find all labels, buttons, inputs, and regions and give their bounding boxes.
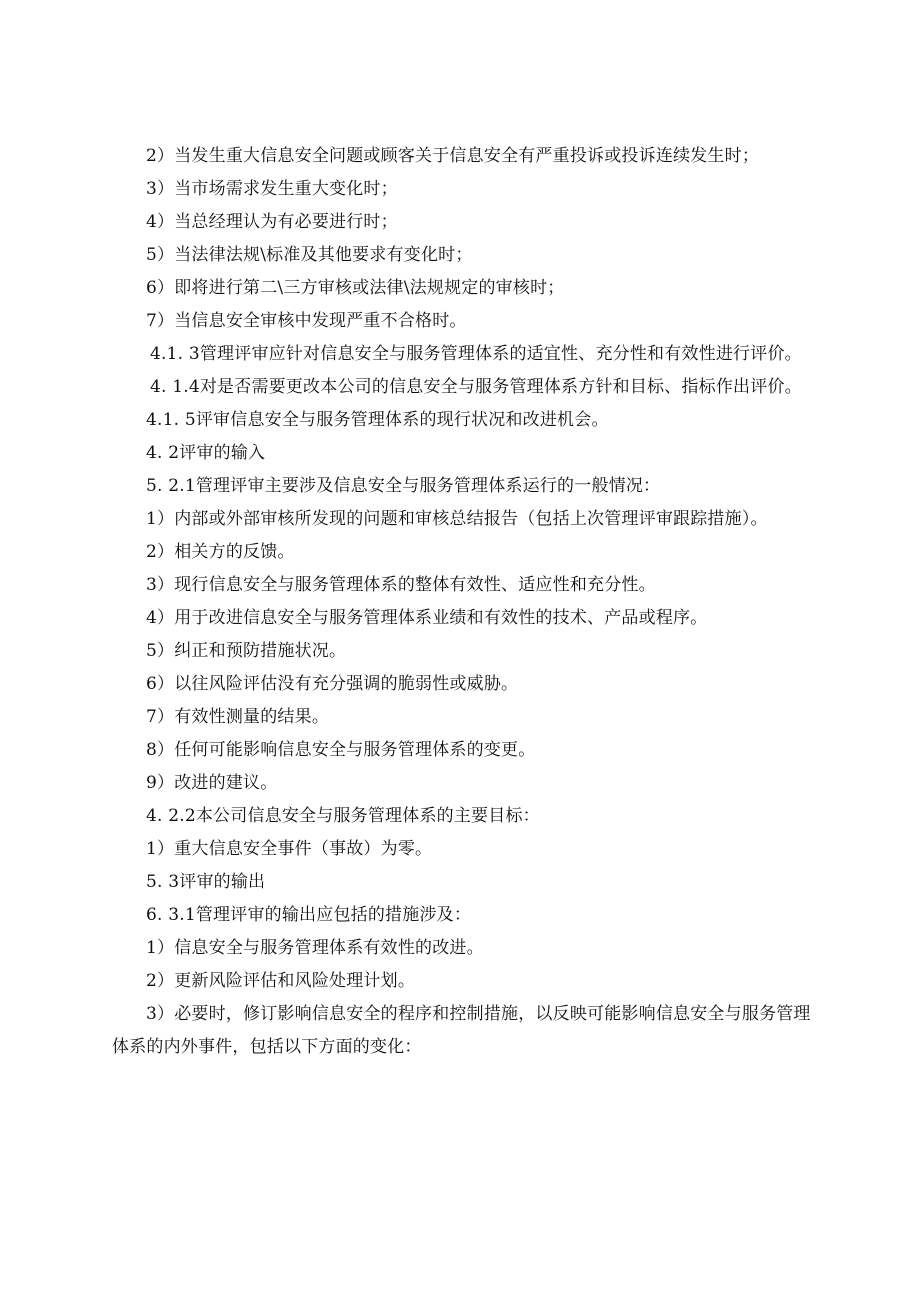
input-item-7: 7）有效性测量的结果。: [146, 707, 330, 727]
section-5-2-1: 5. 2.1管理评审主要涉及信息安全与服务管理体系运行的一般情况：: [146, 476, 661, 496]
paragraph-item-6: 6）即将进行第二\三方审核或法律\法规规定的审核时；: [146, 278, 565, 298]
input-item-5: 5）纠正和预防措施状况。: [146, 641, 347, 661]
input-item-3: 3）现行信息安全与服务管理体系的整体有效性、适应性和充分性。: [146, 575, 656, 595]
input-item-9: 9）改进的建议。: [146, 773, 278, 793]
input-item-8: 8）任何可能影响信息安全与服务管理体系的变更。: [146, 740, 536, 760]
input-item-1: 1）内部或外部审核所发现的问题和审核总结报告（包括上次管理评审跟踪措施）。: [146, 509, 768, 529]
section-6-3-1: 6. 3.1管理评审的输出应包括的措施涉及：: [146, 905, 472, 925]
output-item-3: 3）必要时，修订影响信息安全的程序和控制措施，以反映可能影响信息安全与服务管理体系的内外事件，包括以下方面的变化：: [112, 1004, 811, 1057]
output-item-2: 2）更新风险评估和风险处理计划。: [146, 971, 416, 991]
document-body: [112, 140, 812, 1064]
section-4-1-3: 4.1. 3管理评审应针对信息安全与服务管理体系的适宜性、充分性和有效性进行评价。: [150, 344, 802, 364]
paragraph-item-3: 3）当市场需求发生重大变化时；: [146, 179, 398, 199]
section-4-1-4: 4. 1.4对是否需要更改本公司的信息安全与服务管理体系方针和目标、指标作出评价。: [150, 377, 802, 397]
output-item-1: 1）信息安全与服务管理体系有效性的改进。: [146, 938, 484, 958]
objective-item-1: 1）重大信息安全事件（事故）为零。: [146, 839, 433, 859]
paragraph-item-2: 2）当发生重大信息安全问题或顾客关于信息安全有严重投诉或投诉连续发生时；: [146, 146, 760, 166]
section-4-1-5: 4.1. 5评审信息安全与服务管理体系的现行状况和改进机会。: [146, 410, 609, 430]
paragraph-item-7: 7）当信息安全审核中发现严重不合格时。: [146, 311, 467, 331]
section-heading-4-2: 4. 2评审的输入: [146, 443, 266, 463]
input-item-4: 4）用于改进信息安全与服务管理体系业绩和有效性的技术、产品或程序。: [146, 608, 708, 628]
section-4-2-2: 4. 2.2本公司信息安全与服务管理体系的主要目标：: [146, 806, 540, 826]
paragraph-item-4: 4）当总经理认为有必要进行时；: [146, 212, 398, 232]
section-heading-5-3: 5. 3评审的输出: [146, 872, 266, 892]
paragraph-item-5: 5）当法律法规\标准及其他要求有变化时；: [146, 245, 473, 265]
input-item-2: 2）相关方的反馈。: [146, 542, 295, 562]
input-item-6: 6）以往风险评估没有充分强调的脆弱性或威胁。: [146, 674, 519, 694]
